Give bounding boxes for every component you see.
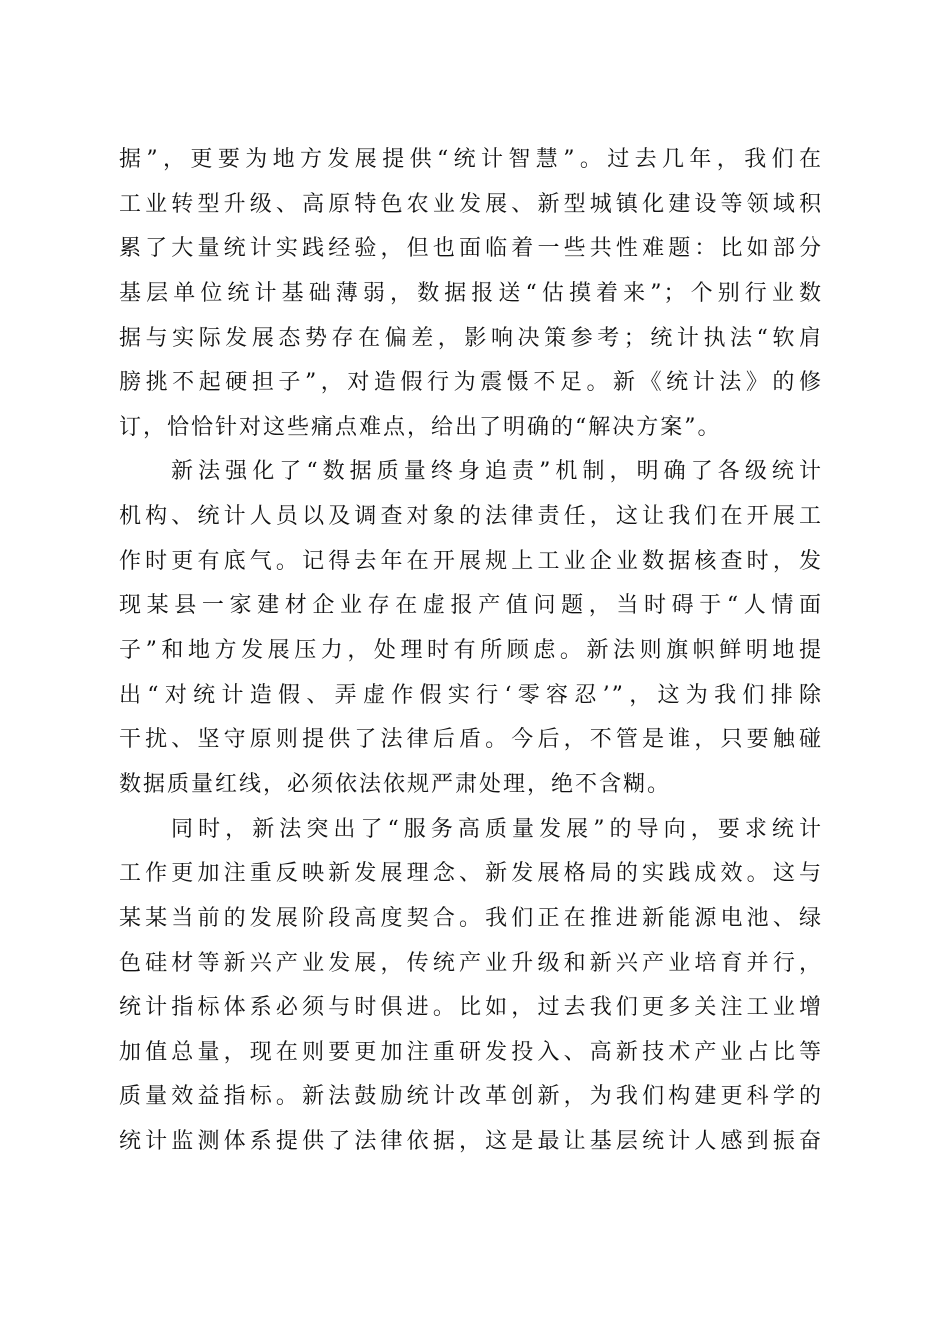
text-line: 据”，更要为地方发展提供“统计智慧”。过去几年，我们在 — [119, 147, 823, 172]
text-line: 基层单位统计基础薄弱，数据报送“估摸着来”；个别行业数 — [119, 280, 823, 306]
text-line: 累了大量统计实践经验，但也面临着一些共性难题：比如部分 — [119, 236, 823, 262]
text-line: 加值总量，现在则要更加注重研发投入、高新技术产业占比等 — [119, 1039, 823, 1065]
text-line: 工作更加注重反映新发展理念、新发展格局的实践成效。这与 — [119, 861, 823, 887]
text-line: 色硅材等新兴产业发展，传统产业升级和新兴产业培育并行， — [119, 950, 823, 976]
text-line: 某某当前的发展阶段高度契合。我们正在推进新能源电池、绿 — [119, 905, 823, 931]
text-line: 子”和地方发展压力，处理时有所顾虑。新法则旗帜鲜明地提 — [119, 638, 823, 664]
text-line: 据与实际发展态势存在偏差，影响决策参考；统计执法“软肩 — [119, 325, 823, 351]
text-line: 订，恰恰针对这些痛点难点，给出了明确的“解决方案”。 — [119, 414, 722, 440]
text-line: 工业转型升级、高原特色农业发展、新型城镇化建设等领域积 — [119, 191, 823, 217]
text-line: 新法强化了“数据质量终身追责”机制，明确了各级统计 — [171, 459, 823, 485]
text-line: 数据质量红线，必须依法依规严肃处理，绝不含糊。 — [119, 771, 672, 797]
text-line: 统计指标体系必须与时俱进。比如，过去我们更多关注工业增 — [119, 995, 823, 1021]
text-line: 统计监测体系提供了法律依据，这是最让基层统计人感到振奋 — [119, 1129, 823, 1155]
paragraph-2 — [119, 450, 823, 807]
text-line: 干扰、坚守原则提供了法律后盾。今后，不管是谁，只要触碰 — [119, 727, 823, 753]
paragraph-1 — [119, 138, 823, 450]
text-line: 现某县一家建材企业存在虚报产值问题，当时碍于“人情面 — [119, 593, 823, 619]
text-line: 出“对统计造假、弄虚作假实行‘零容忍’”，这为我们排除 — [119, 682, 823, 708]
text-line: 机构、统计人员以及调查对象的法律责任，这让我们在开展工 — [119, 504, 823, 530]
text-line: 膀挑不起硬担子”，对造假行为震慑不足。新《统计法》的修 — [119, 370, 823, 396]
paragraph-3 — [119, 808, 823, 1165]
text-line: 同时，新法突出了“服务高质量发展”的导向，要求统计 — [171, 816, 823, 842]
text-line: 质量效益指标。新法鼓励统计改革创新，为我们构建更科学的 — [119, 1084, 823, 1110]
text-line: 作时更有底气。记得去年在开展规上工业企业数据核查时，发 — [119, 548, 823, 574]
